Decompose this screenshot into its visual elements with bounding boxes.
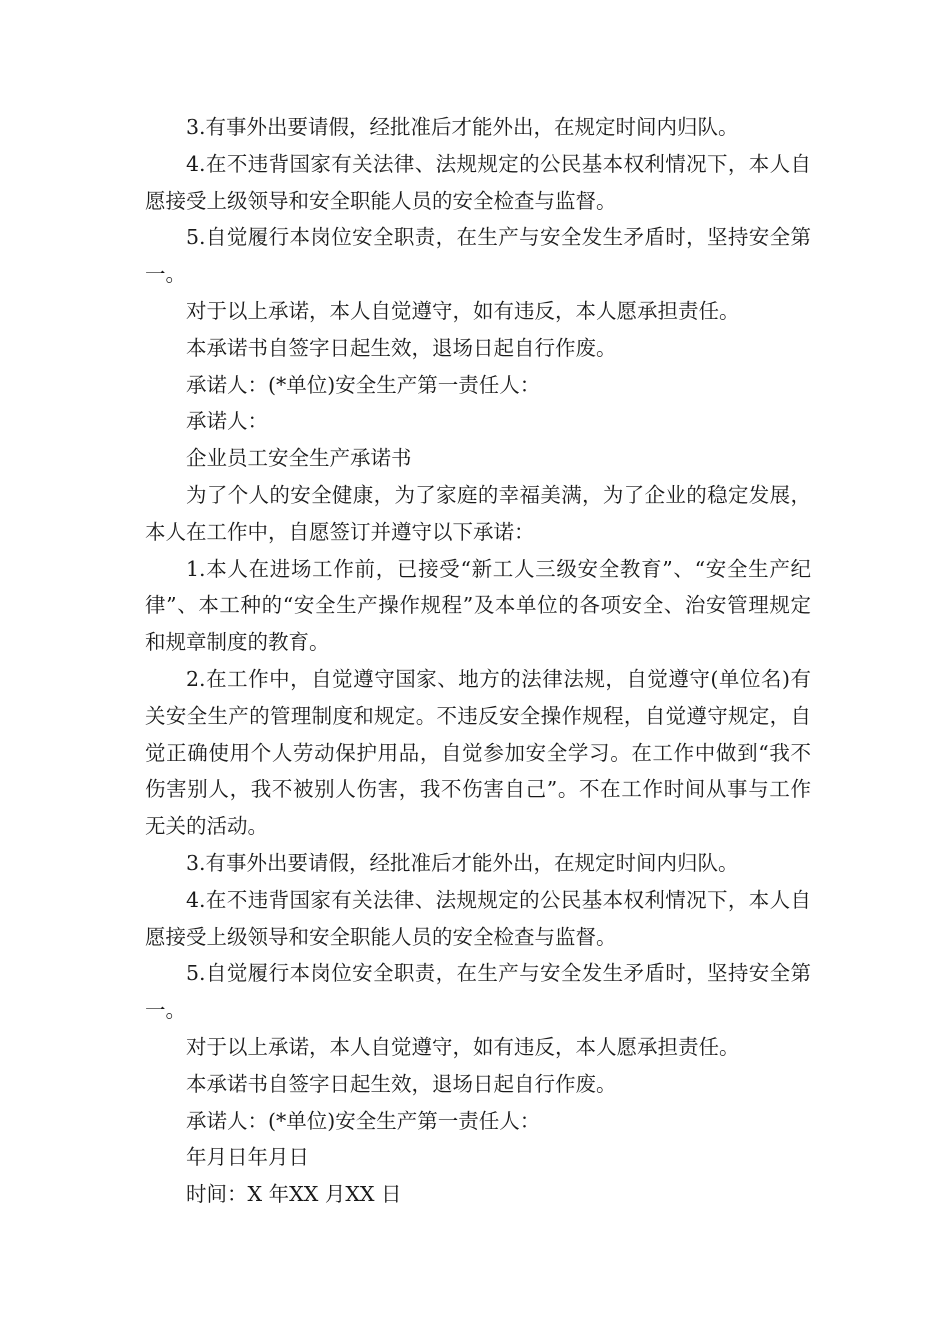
document-body xyxy=(145,109,811,1213)
paragraph-rule-3-second: 3.有事外出要请假，经批准后才能外出，在规定时间内归队。 xyxy=(186,850,739,875)
date-line: 年月日年月日 xyxy=(186,1145,309,1170)
paragraph-compliance-second: 对于以上承诺，本人自觉遵守，如有违反，本人愿承担责任。 xyxy=(186,1034,740,1059)
paragraph-rule-4: 4.在不违背国家有关法律、法规规定的公民基本权利情况下，本人自愿接受上级领导和安全职能人员的安全检查与监督。 xyxy=(145,151,811,213)
paragraph-validity: 本承诺书自签字日起生效，退场日起自行作废。 xyxy=(186,335,617,360)
paragraph-validity-second: 本承诺书自签字日起生效，退场日起自行作废。 xyxy=(186,1071,617,1096)
signature-line-unit: 承诺人：(*单位)安全生产第一责任人： xyxy=(186,372,541,397)
paragraph-intro: 为了个人的安全健康，为了家庭的幸福美满，为了企业的稳定发展，本人在工作中，自愿签订并遵守以下承诺： xyxy=(145,482,811,544)
paragraph-rule-2: 2.在工作中，自觉遵守国家、地方的法律法规，自觉遵守(单位名)有关安全生产的管理制度和规定。不违反安全操作规程，自觉遵守规定，自觉正确使用个人劳动保护用品，自觉参加安全学习。在工作中做到“我不伤害别人，我不被别人伤害，我不伤害自己”。不在工作时间从事与工作无关的活动。 xyxy=(145,666,811,839)
paragraph-rule-5: 5.自觉履行本岗位安全职责，在生产与安全发生矛盾时，坚持安全第一。 xyxy=(145,225,811,287)
section-title: 企业员工安全生产承诺书 xyxy=(186,446,412,471)
time-line: 时间：X 年XX 月XX 日 xyxy=(186,1182,402,1207)
paragraph-compliance: 对于以上承诺，本人自觉遵守，如有违反，本人愿承担责任。 xyxy=(186,298,740,323)
paragraph-rule-3: 3.有事外出要请假，经批准后才能外出，在规定时间内归队。 xyxy=(186,115,739,139)
signature-line-person: 承诺人： xyxy=(186,409,268,434)
paragraph-rule-5-second: 5.自觉履行本岗位安全职责，在生产与安全发生矛盾时，坚持安全第一。 xyxy=(145,961,811,1023)
paragraph-rule-4-second: 4.在不违背国家有关法律、法规规定的公民基本权利情况下，本人自愿接受上级领导和安全职能人员的安全检查与监督。 xyxy=(145,887,811,949)
signature-line-unit-second: 承诺人：(*单位)安全生产第一责任人： xyxy=(186,1108,541,1133)
paragraph-rule-1: 1.本人在进场工作前，已接受“新工人三级安全教育”、“安全生产纪律”、本工种的“安全生产操作规程”及本单位的各项安全、治安管理规定和规章制度的教育。 xyxy=(145,556,811,655)
